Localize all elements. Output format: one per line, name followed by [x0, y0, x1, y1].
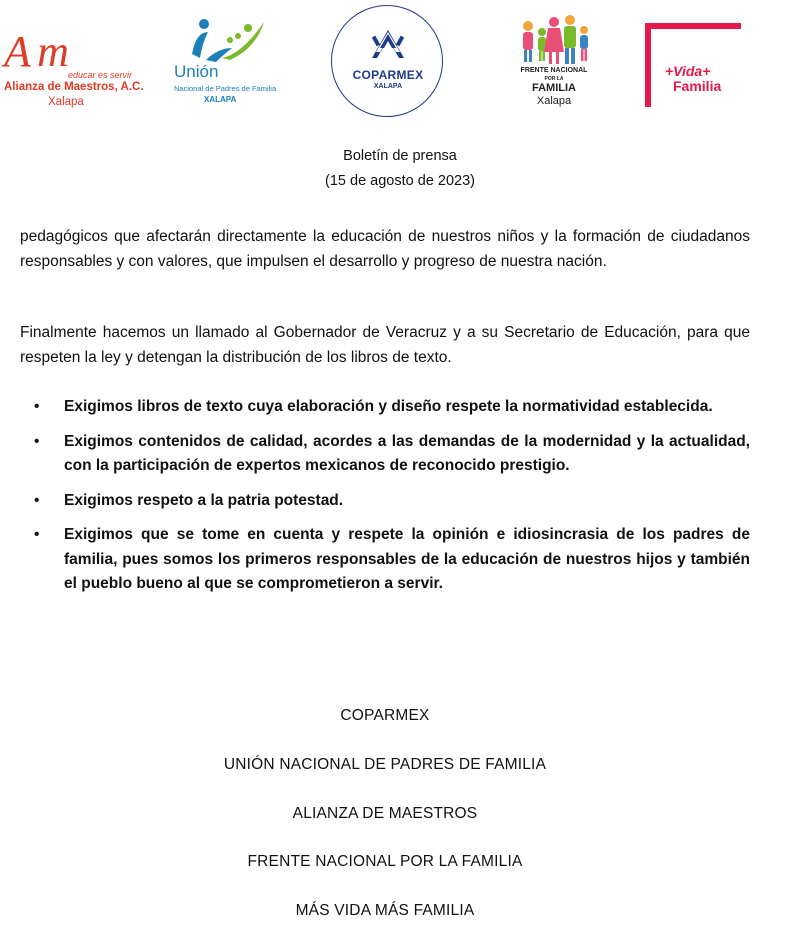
signature-frente: FRENTE NACIONAL POR LA FAMILIA	[247, 853, 523, 870]
document-title: Boletín de prensa	[343, 148, 457, 164]
document-date: (15 de agosto de 2023)	[325, 173, 475, 189]
coparmex-city: XALAPA	[373, 83, 403, 90]
union-nacional-logo	[172, 14, 282, 114]
body-paragraph-2: Finalmente hacemos un llamado al Gobernador de Veracruz y a su Secretario de Educación, para que respeten la ley y detengan la distribución de los libros de texto.	[20, 324, 750, 366]
alianza-city: Xalapa	[48, 96, 84, 108]
bullet-icon: •	[34, 432, 40, 450]
coparmex-emblem-icon	[332, 6, 444, 66]
signature-union: UNIÓN NACIONAL DE PADRES DE FAMILIA	[223, 756, 547, 773]
union-subtitle: Nacional de Padres de Familia	[174, 84, 277, 93]
list-item	[20, 430, 750, 479]
demands-list	[20, 395, 750, 607]
signature-vida: MÁS VIDA MÁS FAMILIA	[295, 902, 475, 919]
list-item-text: Exigimos contenidos de calidad, acordes a las demandas de la modernidad y la actualidad, con la participación de expertos mexicanos de reconocido prestigio.	[64, 432, 750, 474]
vida-line2: Familia	[673, 78, 722, 94]
list-item-text: Exigimos libros de texto cuya elaboración y diseño respete la normatividad establecida.	[64, 398, 713, 415]
signature-coparmex: COPARMEX	[340, 707, 430, 724]
frente-line2: POR LA	[544, 76, 564, 82]
coparmex-logo	[331, 5, 443, 117]
mas-vida-mas-familia-logo	[643, 21, 743, 109]
union-city: XALAPA	[204, 95, 237, 104]
list-item	[20, 489, 750, 514]
vida-line1: +Vida+	[665, 63, 711, 79]
bullet-icon: •	[34, 491, 40, 509]
union-name: Unión	[174, 62, 219, 81]
body-paragraph-1: pedagógicos que afectarán directamente la educación de nuestros niños y la formación de ciudadanos responsables y con valores, que impulsen el desarrollo y progreso de nuestra nación.	[20, 228, 750, 270]
signature-alianza: ALIANZA DE MAESTROS	[292, 805, 478, 822]
family-figures-icon	[498, 12, 610, 67]
coparmex-name: COPARMEX	[352, 68, 424, 82]
logo-row	[0, 0, 800, 135]
bullet-icon: •	[34, 398, 40, 415]
frente-line3: FAMILIA	[532, 82, 576, 94]
frente-line1: FRENTE NACIONAL	[520, 67, 588, 74]
alianza-de-maestros-logo	[2, 26, 142, 116]
union-figures-icon	[172, 14, 282, 62]
alianza-tagline: educar es servir	[68, 70, 133, 80]
list-item-text: Exigimos que se tome en cuenta y respete la opinión e idiosincrasia de los padres de familia, pues somos los primeros responsables de la educación de nuestros hijos y también el pueblo bueno al que se comprometieron a servir.	[64, 526, 750, 592]
frente-nacional-logo	[498, 12, 610, 112]
bullet-icon: •	[34, 526, 40, 543]
list-item	[20, 523, 750, 597]
alianza-mark: A m	[4, 27, 67, 76]
list-item	[20, 395, 750, 420]
frente-city: Xalapa	[536, 95, 572, 107]
list-item-text: Exigimos respeto a la patria potestad.	[64, 491, 344, 509]
alianza-name: Alianza de Maestros, A.C.	[4, 81, 144, 93]
